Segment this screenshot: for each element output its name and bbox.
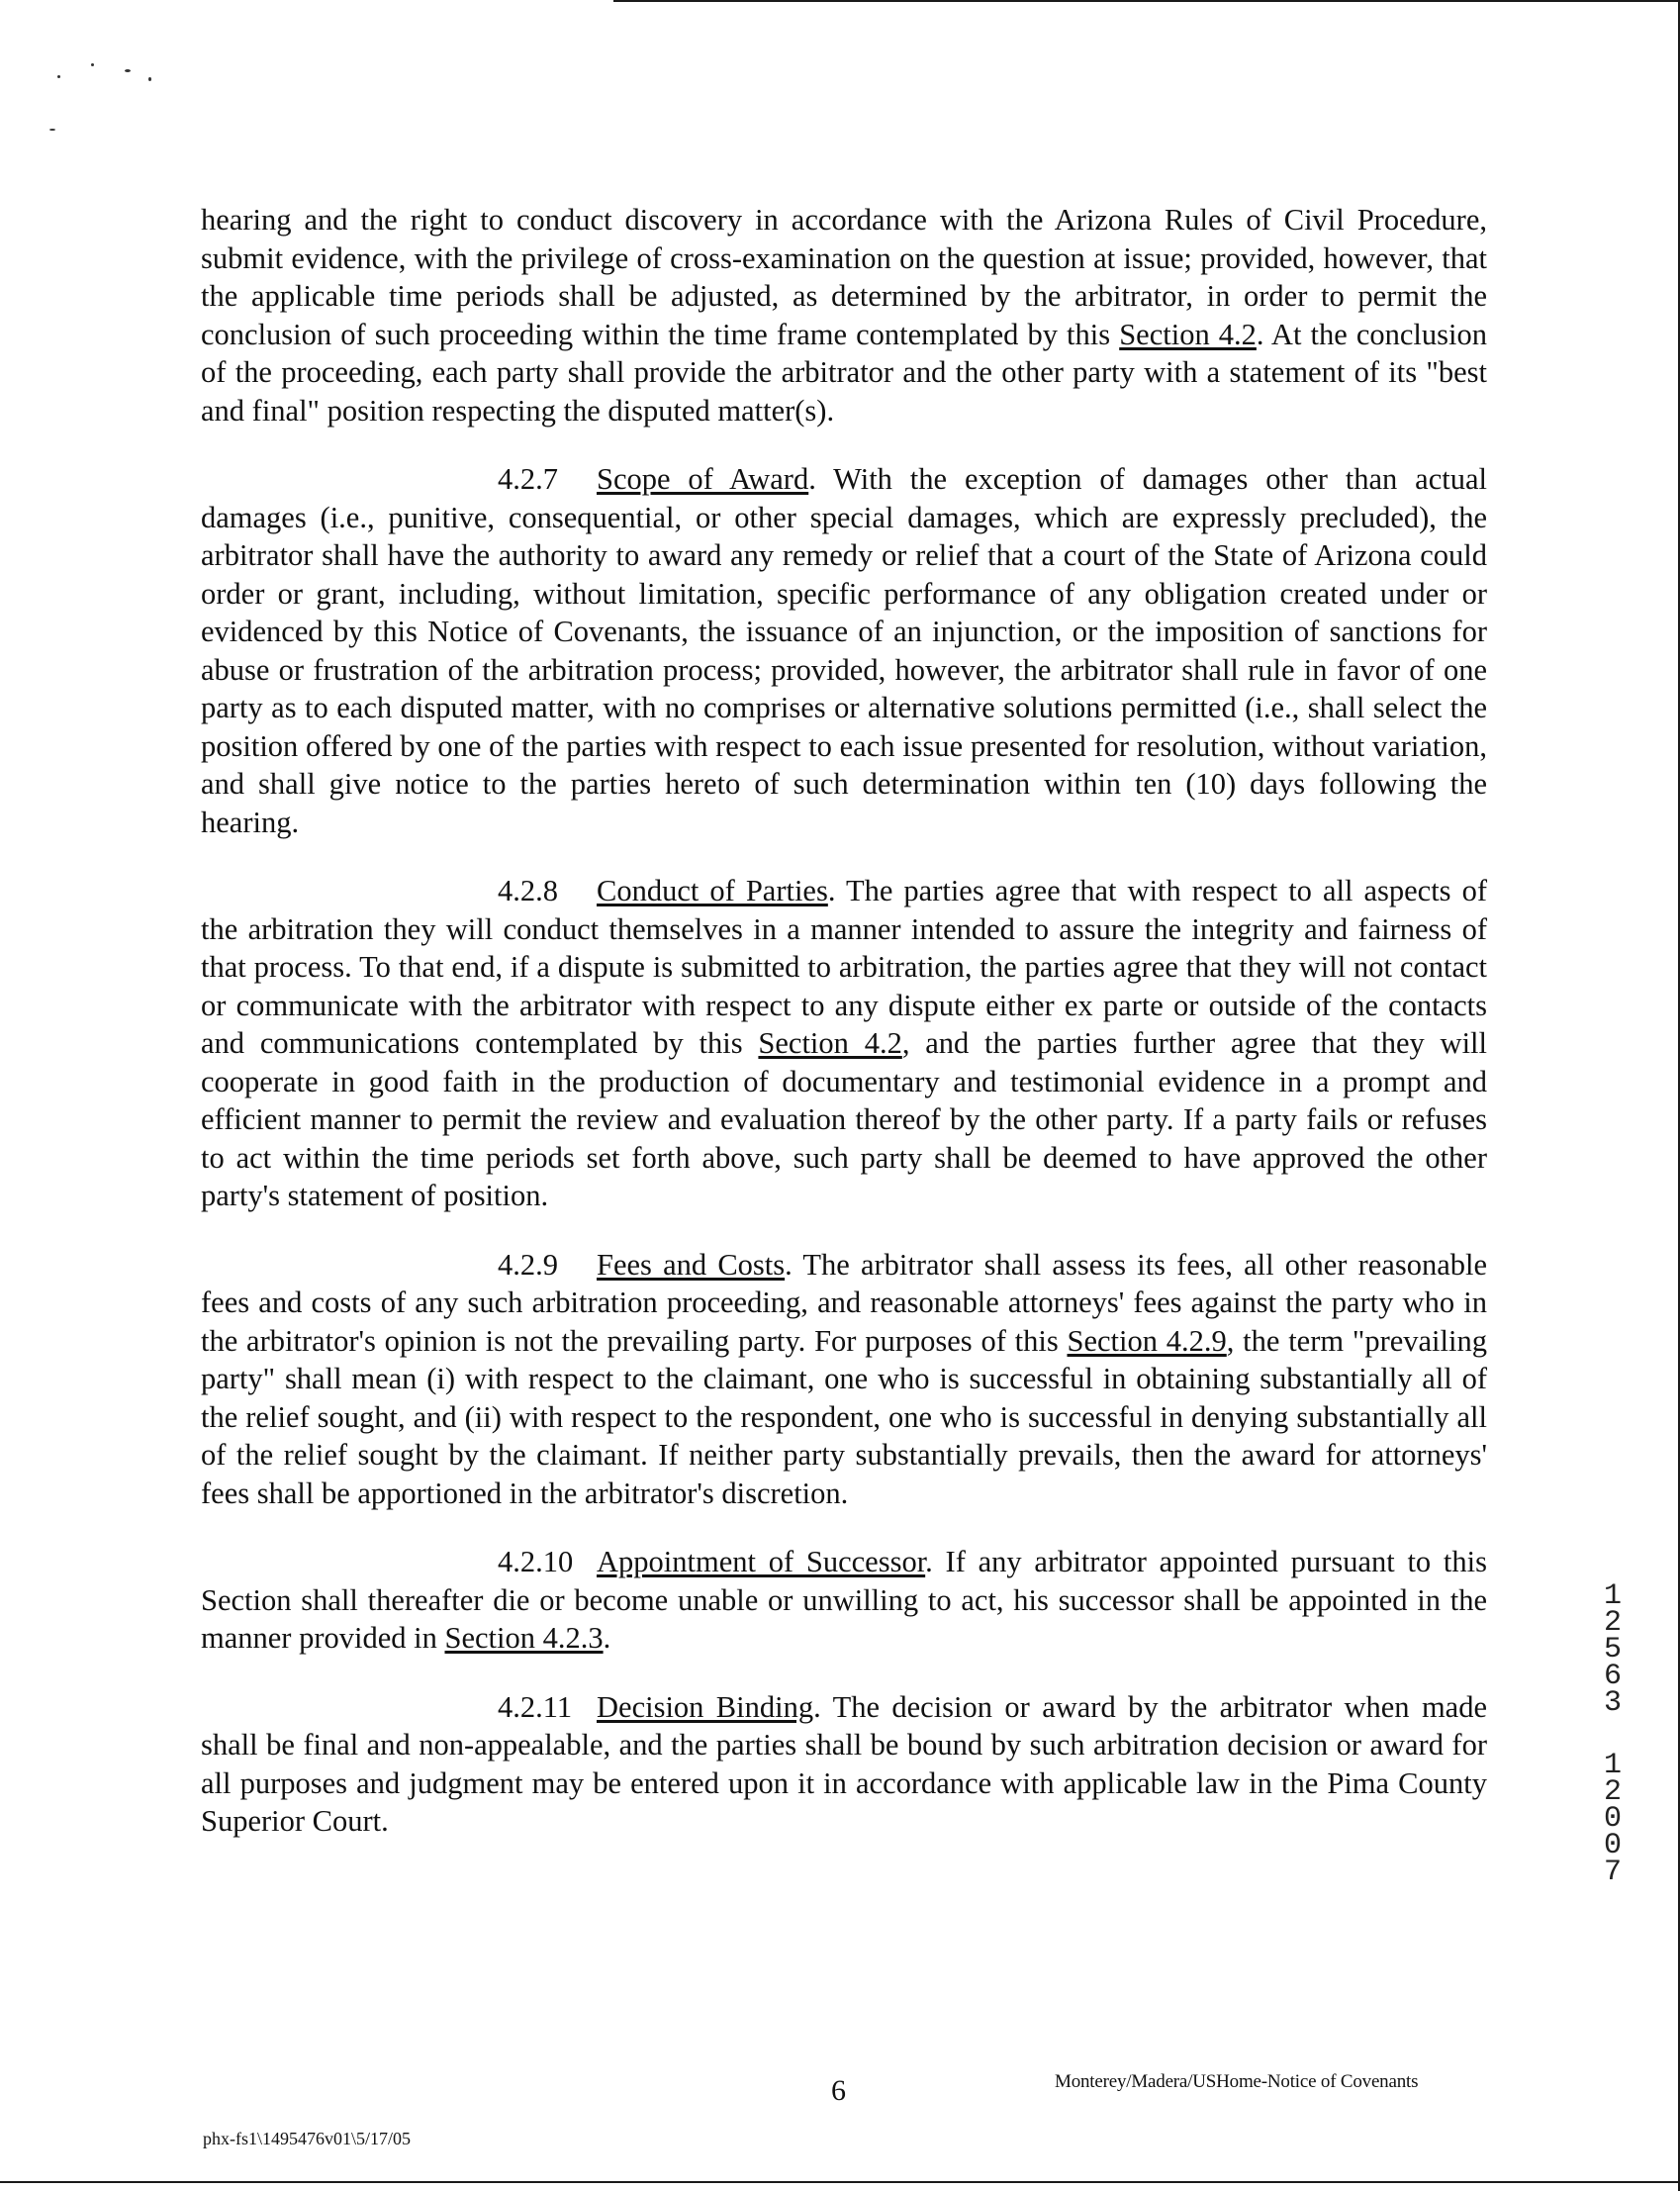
section-4-2-8 [201,872,1487,1215]
scan-border-top [613,0,1680,2]
recording-digit: 1 [1603,1749,1622,1782]
scan-speck [91,63,94,66]
section-heading: Appointment of Successor [597,1545,926,1578]
section-heading: Scope of Award [597,462,809,496]
section-heading: Fees and Costs [597,1247,786,1282]
section-number: 4.2.11 [498,1689,573,1724]
section-number: 4.2.9 [498,1247,558,1282]
section-reference: Section 4.2.9 [1067,1323,1227,1358]
recording-number-stamp [1583,1579,1642,1889]
paragraph-text: , the term "prevailing party" shall mean (i) with respect to the claimant, one who is successful in obtaining substantially all of the relief sought, and (ii) with respect to the respondent, one who is successful in denying substantially all of the relief sought by the claimant. If neither party substantially prevails, then the award for attorneys' fees shall be apportioned in the arbitrator's discretion. [201,1323,1487,1510]
scan-speck [49,129,55,131]
scan-border-bottom [0,2181,1680,2183]
section-heading: Decision Binding [597,1689,814,1724]
document-id-footer: phx-fs1\1495476v01\5/17/05 [203,2129,411,2148]
recording-digit: 3 [1603,1686,1622,1720]
recording-digit: 2 [1603,1606,1622,1640]
recording-gap [1583,1717,1642,1753]
section-4-2-9 [201,1246,1487,1513]
section-4-2-11 [201,1688,1487,1841]
paragraph-text: . If any arbitrator appointed pursuant to this Section shall thereafter die or become unable or unwilling to act, his successor shall be appointed in the manner provided in [201,1545,1488,1655]
page-number: 6 [831,2074,846,2107]
section-reference: Section 4.2 [758,1026,902,1060]
paragraph-text: hearing and the right to conduct discovery in accordance with the Arizona Rules of Civil Procedure, submit evidence, with the privilege of cross-examination on the question at issue; provided, however, that the applicable time periods shall be adjusted, as determined by the arbitrator, in order to permit the conclusion of such proceeding within the time frame contemplated by this [201,203,1487,351]
section-number: 4.2.10 [498,1545,574,1578]
paragraph-text: . The parties agree that with respect to all aspects of the arbitration they will conduct themselves in a manner intended to assure the integrity and fairness of that process. To that end, if a dispute is submitted to arbitration, the parties agree that they will not contact or communicate with the arbitrator with respect to any dispute either ex parte or outside of the contacts and communications contemplated by this [201,874,1487,1060]
paragraph-text: . The arbitrator shall assess its fees, all other reasonable fees and costs of any such arbitration proceeding, and reasonable attorneys' fees against the party who in the arbitrator's opinion is not the prevailing party. For purposes of this [201,1247,1487,1358]
scan-speck [148,77,151,81]
section-reference: Section 4.2.3 [444,1621,604,1655]
paragraph-intro [201,201,1487,429]
paragraph-text: , and the parties further agree that they will cooperate in good faith in the production of documentary and testimonial evidence in a prompt and efficient manner to permit the review and evaluation thereof by the other party. If a party fails or refuses to act within the time periods set forth above, such party shall be deemed to have approved the other party's statement of position. [201,1026,1487,1212]
scan-speck [125,69,131,72]
recording-digit: 2 [1603,1775,1622,1809]
recording-digit: 6 [1603,1660,1622,1693]
paragraph-text: . At the conclusion of the proceeding, each party shall provide the arbitrator and the other party with a statement of its "best and final" position respecting the disputed matter(s). [201,317,1487,428]
paragraph-text: . The decision or award by the arbitrator when made shall be final and non-appealable, and the parties shall be bound by such arbitration decision or award for all purposes and judgment may be entered upon it in accordance with applicable law in the Pima County Superior Court. [201,1689,1487,1838]
paragraph-text: . [603,1621,611,1655]
section-heading: Conduct of Parties [597,874,828,907]
document-title-footer: Monterey/Madera/USHome-Notice of Covenants [1055,2071,1419,2092]
section-4-2-7 [201,460,1487,841]
section-number: 4.2.7 [498,462,558,496]
recording-digit: 5 [1603,1633,1622,1667]
recording-digit: 0 [1603,1829,1622,1862]
paragraph-text: . With the exception of damages other than actual damages (i.e., punitive, consequential, or other special damages, which are expressly precluded), the arbitrator shall have the authority to award any remedy or relief that a court of the State of Arizona could order or grant, including, without limitation, specific performance of any obligation created under or evidenced by this Notice of Covenants, the issuance of an injunction, or the imposition of sanctions for abuse or frustration of the arbitration process; provided, however, the arbitrator shall rule in favor of one party as to each disputed matter, with no comprises or alternative solutions permitted (i.e., shall select the position offered by one of the parties with respect to each issue presented for resolution, without variation, and shall give notice to the parties hereto of such determination within ten (10) days following the hearing. [201,462,1487,839]
scan-speck [57,75,60,78]
recording-digit: 1 [1603,1579,1622,1613]
recording-digit: 7 [1603,1856,1622,1889]
section-4-2-10 [201,1543,1487,1658]
section-reference: Section 4.2 [1119,317,1257,351]
recording-digit: 0 [1603,1802,1622,1836]
document-body [201,201,1487,1871]
section-number: 4.2.8 [498,874,558,907]
